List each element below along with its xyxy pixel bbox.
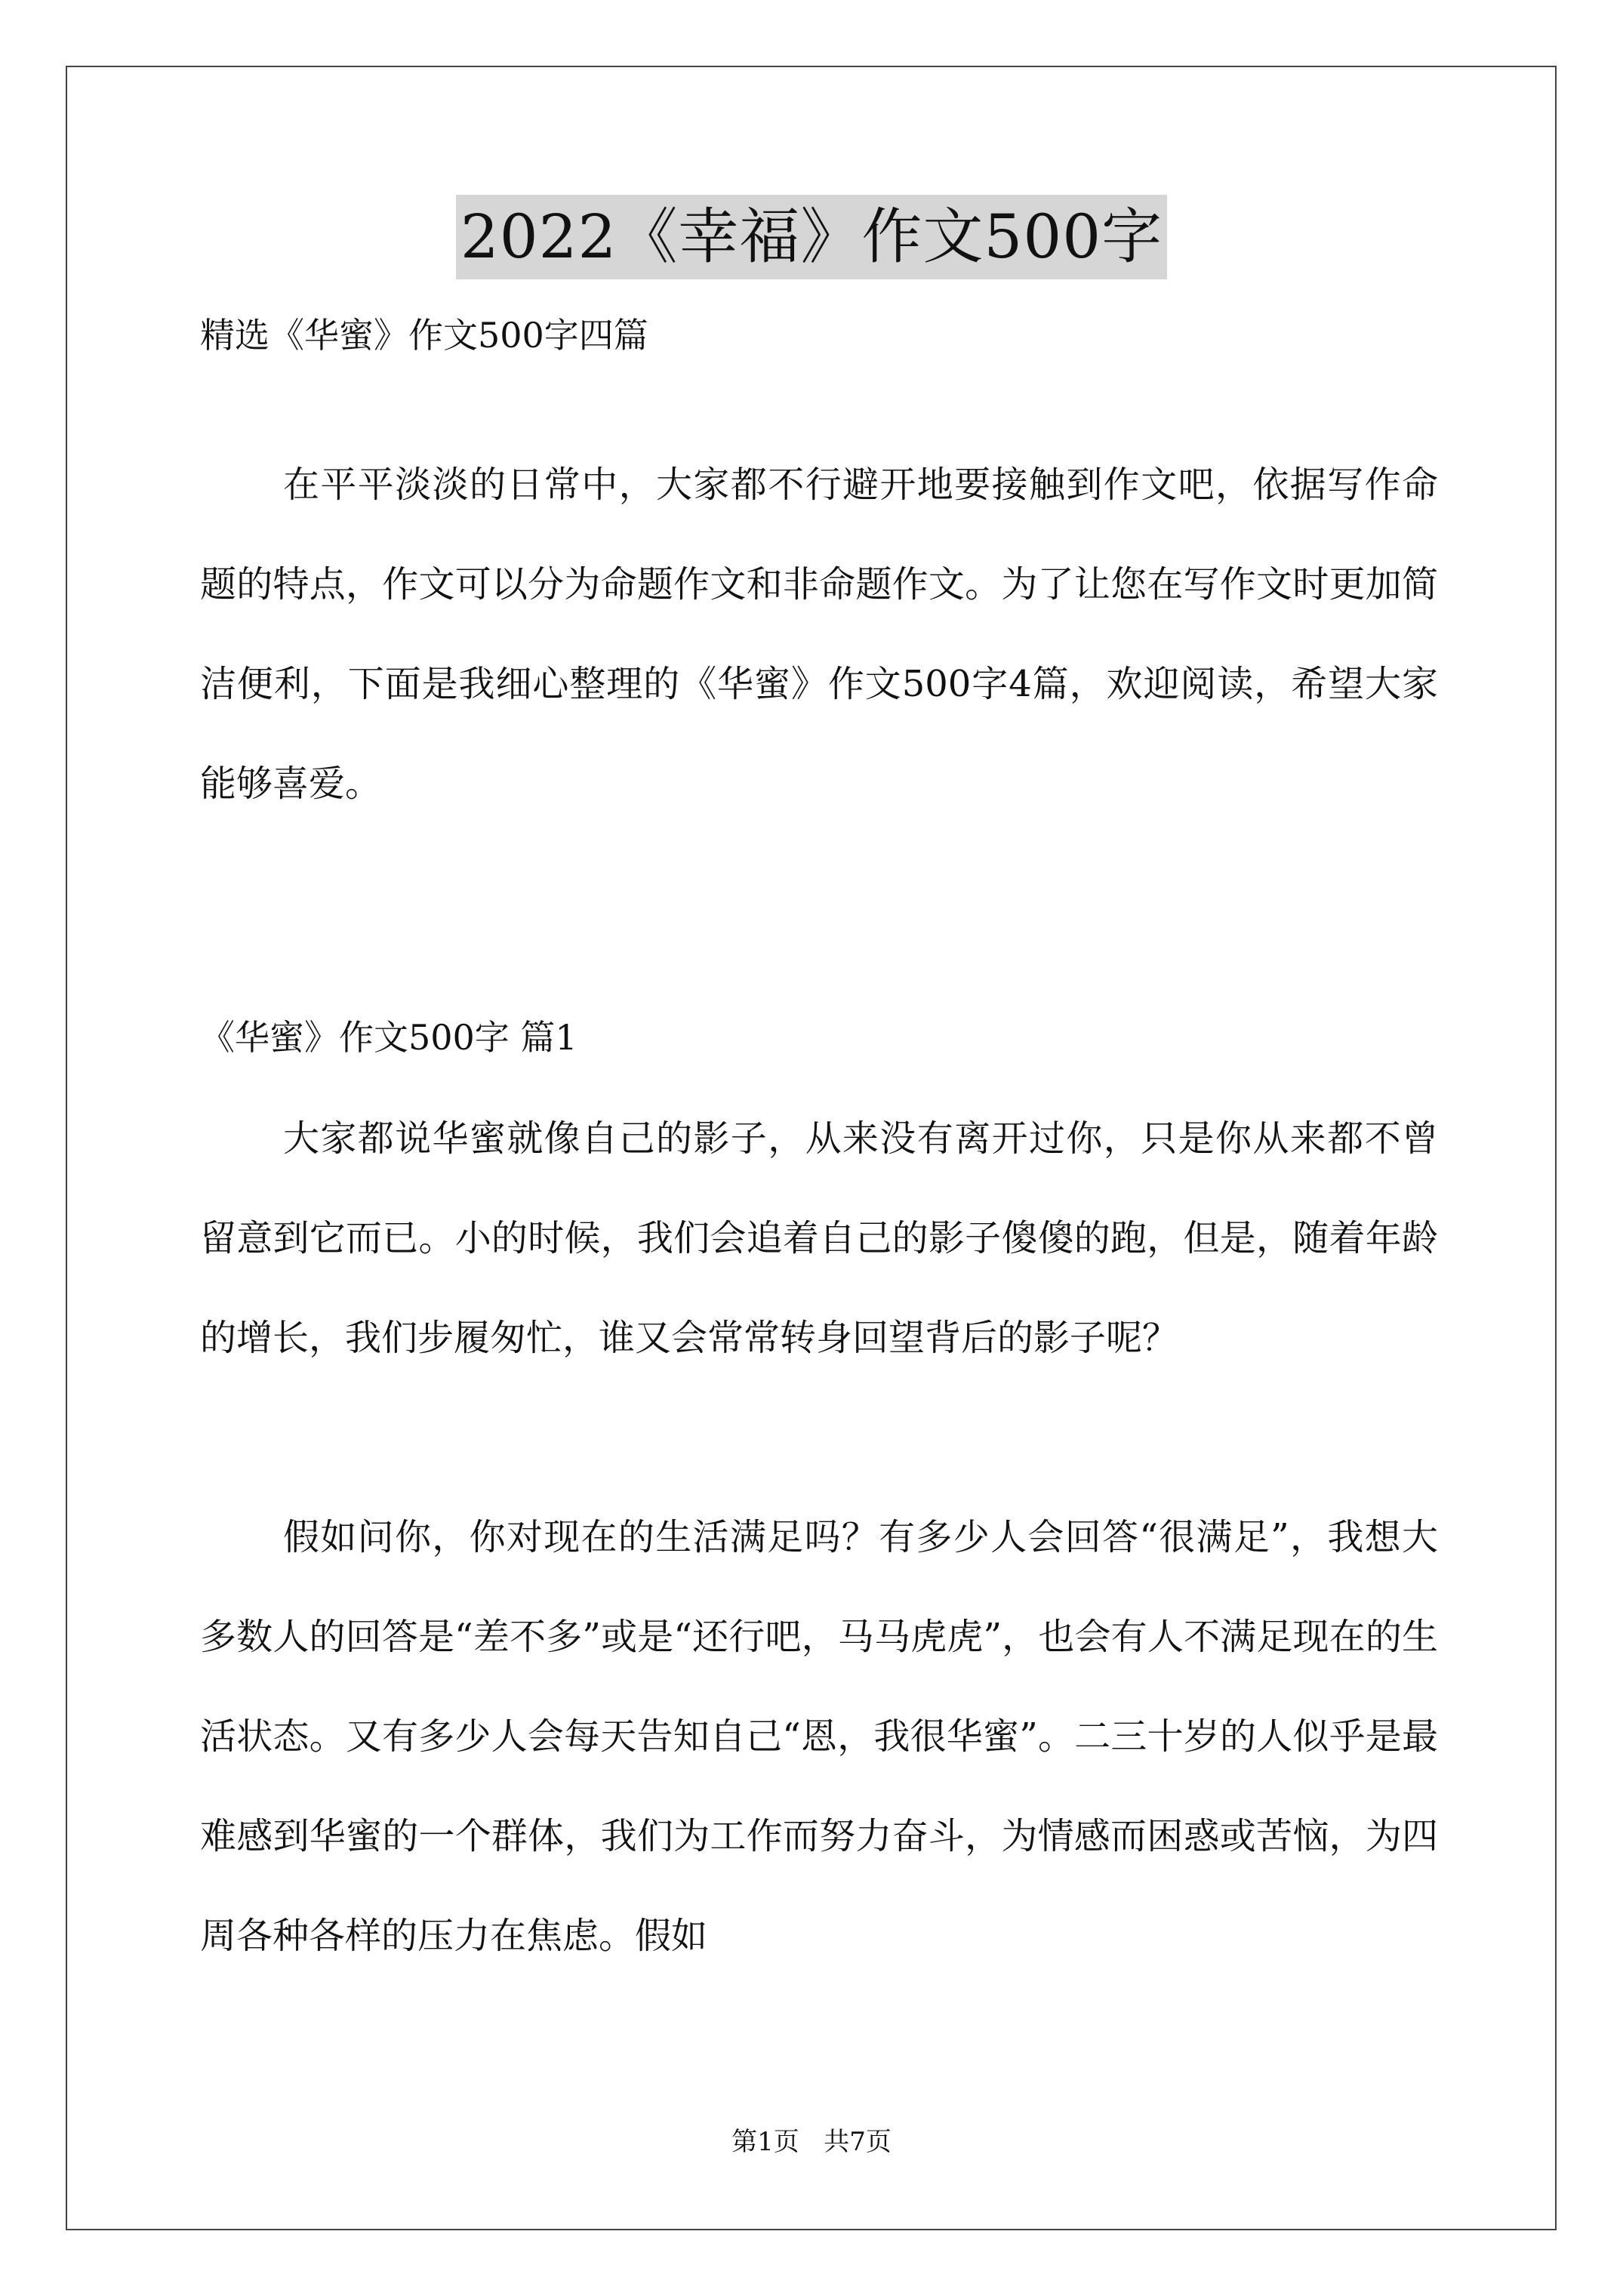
intro-paragraph: 在平平淡淡的日常中，大家都不行避开地要接触到作文吧，依据写作命题的特点，作文可以分为命题作文和非命题作文。为了让您在写作文时更加简洁便利，下面是我细心整理的《华蜜》作文500字4篇，欢迎阅读，希望大家能够喜爱。 [200, 464, 1438, 805]
body-paragraph-2: 假如问你，你对现在的生活满足吗？有多少人会回答“很满足”，我想大多数人的回答是“差不多”或是“还行吧，马马虎虎”，也会有人不满足现在的生活状态。又有多少人会每天告知自己“恩，我很华蜜”。二三十岁的人似乎是最难感到华蜜的一个群体，我们为工作而努力奋斗，为情感而困惑或苦恼，为四周各种各样的压力在焦虑。假如 [200, 1516, 1438, 1957]
document-subtitle: 精选《华蜜》作文500字四篇 [200, 315, 648, 356]
document-title: 2022《幸福》作文500字 [456, 195, 1167, 279]
page-footer: 第1页 共7页 [731, 2127, 892, 2157]
section-heading: 《华蜜》作文500字 篇1 [200, 1017, 577, 1058]
title-container [0, 195, 1623, 279]
body-paragraph-1: 大家都说华蜜就像自己的影子，从来没有离开过你，只是你从来都不曾留意到它而已。小的时候，我们会追着自己的影子傻傻的跑，但是，随着年龄的增长，我们步履匆忙，谁又会常常转身回望背后的影子呢？ [200, 1117, 1438, 1359]
